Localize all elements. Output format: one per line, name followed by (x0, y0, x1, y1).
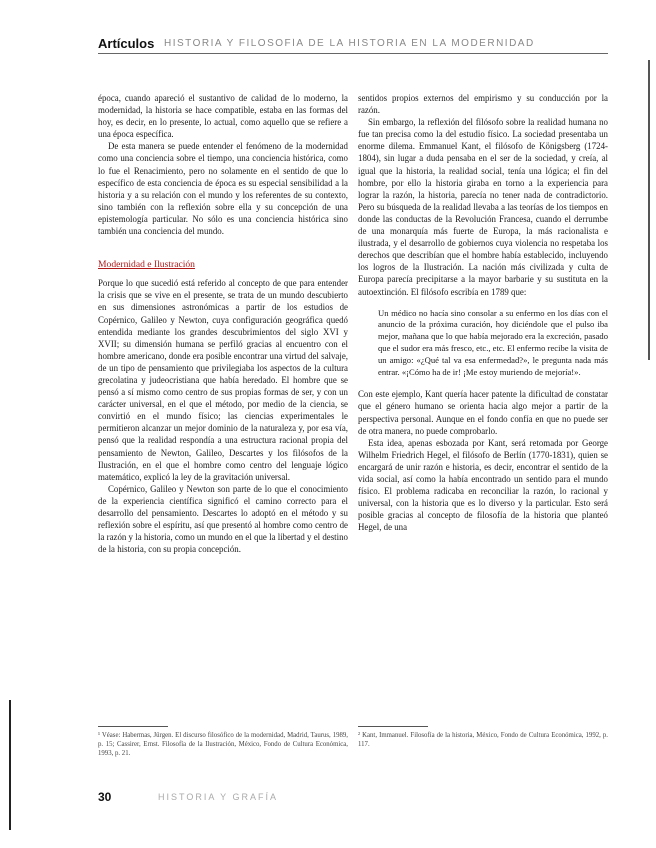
right-column (358, 92, 608, 534)
page-number: 30 (98, 790, 112, 804)
footer-title: HISTORIA Y GRAFÍA (158, 792, 279, 802)
footnote-right (358, 726, 608, 749)
running-footer (98, 790, 608, 810)
footnote-rule (98, 726, 168, 727)
footnote-text: ² Kant, Immanuel. Filosofía de la historia, México, Fondo de Cultura Económica, 1992, p. 117. (358, 732, 608, 748)
header-title: HISTORIA Y FILOSOFÍA DE LA HISTORIA EN LA MODERNIDAD (164, 38, 535, 49)
section-label: Artículos (98, 36, 155, 51)
paragraph: sentidos propios externos del empirismo y su conducción por la razón. (358, 93, 608, 116)
paragraph: Porque lo que sucedió está referido al concepto de que para entender la crisis que se vive en el presente, se trata de un mundo descubierto en sus dimensiones astronómicas a partir de los estudios de Copérnico, Galileo y Newton, cuya configuración geográfica quedó entendida mediante los grandes descubrimientos del siglo XVI y XVII; su dimensión humana se perfiló gracias al encuentro con el hombre americano, donde era posible encontrar una virtud del salvaje, de un tipo de pensamiento que privilegiaba los aspectos de la cultura grecolatina y judeocristiana que había heredado. El hombre que se pensó a sí mismo como centro de sus propias formas de ser, y con un carácter universal, en el que el método, por medio de la ciencia, se convirtió en el mundo físico; las ciencias experimentales le permitieron alcanzar un mejor dominio de la naturaleza y, por esa vía, pensó que la realidad respondía a una estructura racional propia del pensamiento de Newton, Galileo, Descartes y los filósofos de la Ilustración, en el que el hombre como centro del lenguaje lógico matemático, explicó la ley de la gravitación universal. (98, 278, 348, 482)
paragraph: Esta idea, apenas esbozada por Kant, será retomada por George Wilhelm Friedrich Hegel, el filósofo de Berlín (1770-1831), quien se encargará de unir razón e historia, es decir, encontrar el sentido de la vida social, así como la había encontrado un sentido para el mundo físico. El problema radicaba en reconciliar la razón, lo racional y universal, con la historia que es lo diverso y la particular. Esto será posible gracias al concepto de filosofía de la historia que planteó Hegel, de una (358, 437, 608, 533)
header-rule (98, 53, 608, 54)
paragraph: Copérnico, Galileo y Newton son parte de lo que el conocimiento de la experiencia científica significó el camino correcto para el desarrollo del pensamiento. Descartes lo adoptó en el método y su reflexión sobre el espíritu, así que presentó al hombre como centro de la razón y la historia, como un mundo en el que la libertad y el destino de la historia, con su propia concepción. (98, 483, 348, 555)
footnote-left (98, 726, 348, 758)
running-header (98, 34, 608, 56)
left-column (98, 92, 348, 555)
paragraph: época, cuando apareció el sustantivo de calidad de lo moderno, la modernidad, la historia se hace compatible, estaba en las formas del hoy, es decir, en lo presente, lo actual, como aquello que se refiere a una época específica. (98, 93, 348, 140)
scan-margin-mark (9, 700, 11, 830)
paragraph: De esta manera se puede entender el fenómeno de la modernidad como una conciencia sobre el tiempo, una conciencia histórica, como lo fue el Renacimiento, pero no solamente en el sentido de que lo específico de esta conciencia de época es su especial sensibilidad a la historia y a su relación con el mundo y los referentes de su contexto, sino también con la reflexión sobre ella y su concepción de una epistemología particular. No sólo es una conciencia histórica sino también una conciencia del mundo. (98, 141, 348, 237)
paragraph: Sin embargo, la reflexión del filósofo sobre la realidad humana no fue tan precisa como la del estudio físico. La sociedad presentaba un enorme dilema. Emmanuel Kant, el filósofo de Königsberg (1724-1804), sin lugar a duda pensaba en el ser de la sociedad, y creía, al igual que la historia, la realidad social, tenía una lógica; el fin del hombre, por ello la historia giraba en torno a la experiencia para lograr la razón, la historia, parecía no tener nada de contradictorio. Pero su búsqueda de la realidad llevaba a las teorías de los tiempos en donde las conductas de la Revolución Francesa, cuando el derrumbe de una monarquía más fuerte de Europa, la más racionalista e ilustrada, y el desarrollo de gobiernos cuya violencia no respetaba los derechos que describían que el hombre había establecido, incluyendo los logros de la Ilustración. La nación más civilizada y culta de Europa parecía precipitarse a la mayor barbarie y su sustituta en la autoextinción. El filósofo escribía en 1789 que: (358, 117, 608, 297)
scan-margin-mark (648, 60, 650, 360)
footnote-rule (358, 726, 428, 727)
paragraph: Con este ejemplo, Kant quería hacer patente la dificultad de constatar que el género humano se orienta hacia algo mejor a partir de la perspectiva personal. Aunque en el fondo confía en que no puede ser de otra manera, no puede comprobarlo. (358, 389, 608, 436)
footnote-text: ¹ Véase: Habermas, Jürgen. El discurso filosófico de la modernidad, Madrid, Taurus, 1989, p. 15; Cassirer, Ernst. Filosofía de la Ilustración, México, Fondo de Cultura Económica, 1993, p. 21. (98, 732, 348, 757)
block-quote: Un médico no hacía sino consolar a su enfermo en los días con el anuncio de la próxima curación, hoy diciéndole que el pulso iba mejor, mañana que lo que había mejorado era la excreción, pasado que el sudor era más fresco, etc., etc. El enfermo recibe la visita de un amigo: «¿Qué tal va esa enfermedad?», le pregunta nada más entrar. «¡Cómo ha de ir! ¡Me estoy muriendo de mejoría!». (378, 307, 608, 377)
subheading: Modernidad e Ilustración (98, 259, 195, 271)
